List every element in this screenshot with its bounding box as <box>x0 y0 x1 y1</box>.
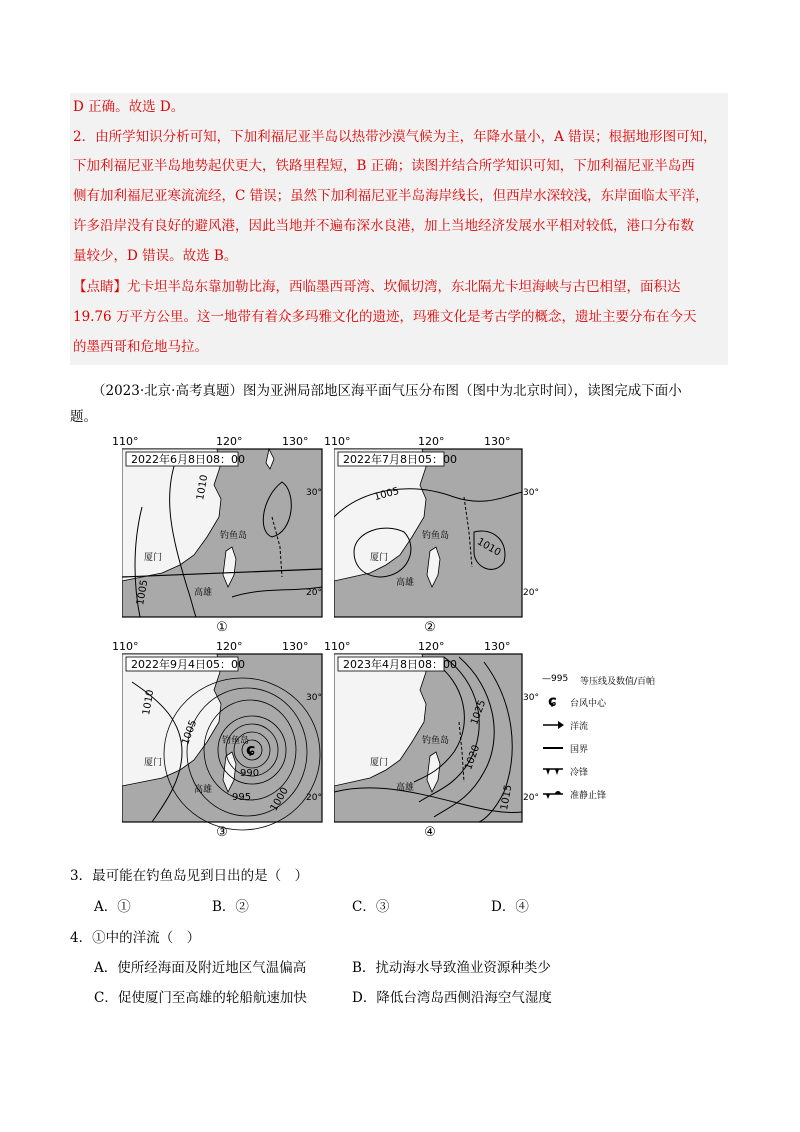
isobar-value: 1005 <box>135 579 151 606</box>
answer-explanation <box>70 93 728 365</box>
q4-option-c[interactable]: C．促使厦门至高雄的轮船航速加快 <box>94 990 307 1006</box>
map-number: ③ <box>216 825 228 840</box>
q3-option-c[interactable]: C．③ <box>352 899 390 915</box>
lon-label: 120° <box>418 640 445 653</box>
map-panel-1 <box>112 435 322 635</box>
lon-label: 130° <box>484 435 511 448</box>
map-number: ④ <box>424 825 436 840</box>
gaoxiong-label: 高雄 <box>396 578 415 588</box>
diaoyu-label: 钓鱼岛 <box>222 736 250 746</box>
lon-label: 130° <box>282 640 309 653</box>
lat-label: 30° <box>523 488 539 498</box>
tip-line <box>73 277 681 297</box>
map-number: ① <box>216 620 228 635</box>
lat-label: 20° <box>306 588 322 598</box>
lon-label: 130° <box>484 640 511 653</box>
map-panel-2 <box>324 435 539 635</box>
isobar-value: 1010 <box>195 474 211 501</box>
tip-tag: 【点睛】 <box>73 279 127 295</box>
map-number: ② <box>424 620 436 635</box>
isobar-sample: 995 <box>551 674 569 684</box>
map-date: 2022年7月8日05：00 <box>343 453 457 466</box>
border-line-icon <box>542 742 564 754</box>
isobar-value: 990 <box>240 768 260 779</box>
diaoyu-label: 钓鱼岛 <box>422 736 450 746</box>
xiamen-label: 厦门 <box>370 758 389 768</box>
current-arrow-icon <box>542 719 564 731</box>
lat-label: 20° <box>523 793 539 803</box>
isobar-value: 995 <box>232 792 252 803</box>
question-4-stem: 4．①中的洋流（ ） <box>70 930 201 946</box>
answer-line: D 正确。故选 D。 <box>73 99 185 115</box>
pressure-map-figure <box>112 435 682 842</box>
intro-line: （2023·北京·高考真题）图为亚洲局部地区海平面气压分布图（图中为北京时间），读图完成下面小 <box>92 383 682 399</box>
answer-line: 下加利福尼亚半岛地势起伏更大，铁路里程短，B 正确；读图并结合所学知识可知，下加利福尼亚半岛西 <box>73 158 695 174</box>
question-3-stem: 3．最可能在钓鱼岛见到日出的是（ ） <box>70 868 309 884</box>
q3-option-b[interactable]: B．② <box>212 899 249 915</box>
lat-label: 30° <box>306 488 322 498</box>
answer-line: 2．由所学知识分析可知，下加利福尼亚半岛以热带沙漠气候为主，年降水量小，A 错误；根据地形图可知， <box>73 129 717 145</box>
intro-line: 题。 <box>70 409 97 425</box>
isobar-value: 1000 <box>268 785 291 814</box>
map-panel-3 <box>112 640 322 840</box>
isobar-value: 1025 <box>469 698 489 727</box>
lon-label: 110° <box>324 640 351 653</box>
lon-label: 120° <box>418 435 445 448</box>
lon-label: 120° <box>216 640 243 653</box>
gaoxiong-label: 高雄 <box>194 785 213 795</box>
map-date: 2023年4月8日08：00 <box>343 658 457 671</box>
lon-label: 120° <box>216 435 243 448</box>
lat-label: 20° <box>523 588 539 598</box>
lon-label: 110° <box>324 435 351 448</box>
cold-front-icon <box>542 765 564 777</box>
typhoon-icon: ɕ <box>246 740 256 759</box>
isobar-value: 1005 <box>373 485 401 504</box>
gaoxiong-label: 高雄 <box>396 783 415 793</box>
typhoon-icon: ɕ <box>548 692 557 710</box>
diaoyu-label: 钓鱼岛 <box>422 531 450 541</box>
lat-label: 20° <box>306 793 322 803</box>
q4-option-a[interactable]: A．使所经海面及附近地区气温偏高 <box>94 960 307 976</box>
map-panel-4 <box>324 640 539 840</box>
isobar-value: 1010 <box>141 689 157 716</box>
q4-option-d[interactable]: D．降低台湾岛西侧沿海空气湿度 <box>352 990 552 1006</box>
q4-option-b[interactable]: B．扰动海水导致渔业资源种类少 <box>352 960 551 976</box>
legend-label: 等压线及数值/百帕 <box>580 677 656 687</box>
map-date: 2022年9月4日05：00 <box>131 658 245 671</box>
lon-label: 110° <box>112 435 139 448</box>
tip-line: 的墨西哥和危地马拉。 <box>73 339 208 355</box>
isobar-value: 1010 <box>474 536 503 559</box>
answer-line: 量较少，D 错误。故选 B。 <box>73 248 238 264</box>
lon-label: 110° <box>112 640 139 653</box>
q3-option-a[interactable]: A．① <box>94 899 131 915</box>
legend-label: 洋流 <box>570 722 589 732</box>
isobar-icon: —995 <box>542 674 569 684</box>
gaoxiong-label: 高雄 <box>194 588 213 598</box>
lat-label: 30° <box>306 693 322 703</box>
answer-line: 侧有加利福尼亚寒流流经，C 错误；虽然下加利福尼亚半岛海岸线长，但西岸水深较浅，东岸面临太平洋， <box>73 188 709 204</box>
map-date: 2022年6月8日08：00 <box>131 453 245 466</box>
isobar-value: 1020 <box>463 743 483 772</box>
xiamen-label: 厦门 <box>144 553 163 563</box>
legend-label: 准静止锋 <box>570 791 607 801</box>
legend-label: 国界 <box>570 745 589 755</box>
isobar-value: 1005 <box>180 718 200 747</box>
stationary-front-icon <box>542 788 564 800</box>
xiamen-label: 厦门 <box>370 553 389 563</box>
q3-option-d[interactable]: D．④ <box>491 899 529 915</box>
answer-line: 许多沿岸没有良好的避风港，因此当地并不遍布深水良港，加上当地经济发展水平相对较低，港口分布数 <box>73 218 694 234</box>
tip-line: 19.76 万平方公里。这一地带有着众多玛雅文化的遗迹，玛雅文化是考古学的概念，遗址主要分布在今天 <box>73 309 697 325</box>
legend-label: 台风中心 <box>570 699 607 709</box>
isobar-value: 1015 <box>499 784 515 811</box>
xiamen-label: 厦门 <box>144 758 163 768</box>
lon-label: 130° <box>282 435 309 448</box>
diaoyu-label: 钓鱼岛 <box>220 531 248 541</box>
legend-label: 冷锋 <box>570 768 589 778</box>
lat-label: 30° <box>523 693 539 703</box>
tip-text: 尤卡坦半岛东靠加勒比海，西临墨西哥湾、坎佩切湾，东北隔尤卡坦海峡与古巴相望，面积达 <box>127 279 681 295</box>
question-intro <box>70 378 730 430</box>
